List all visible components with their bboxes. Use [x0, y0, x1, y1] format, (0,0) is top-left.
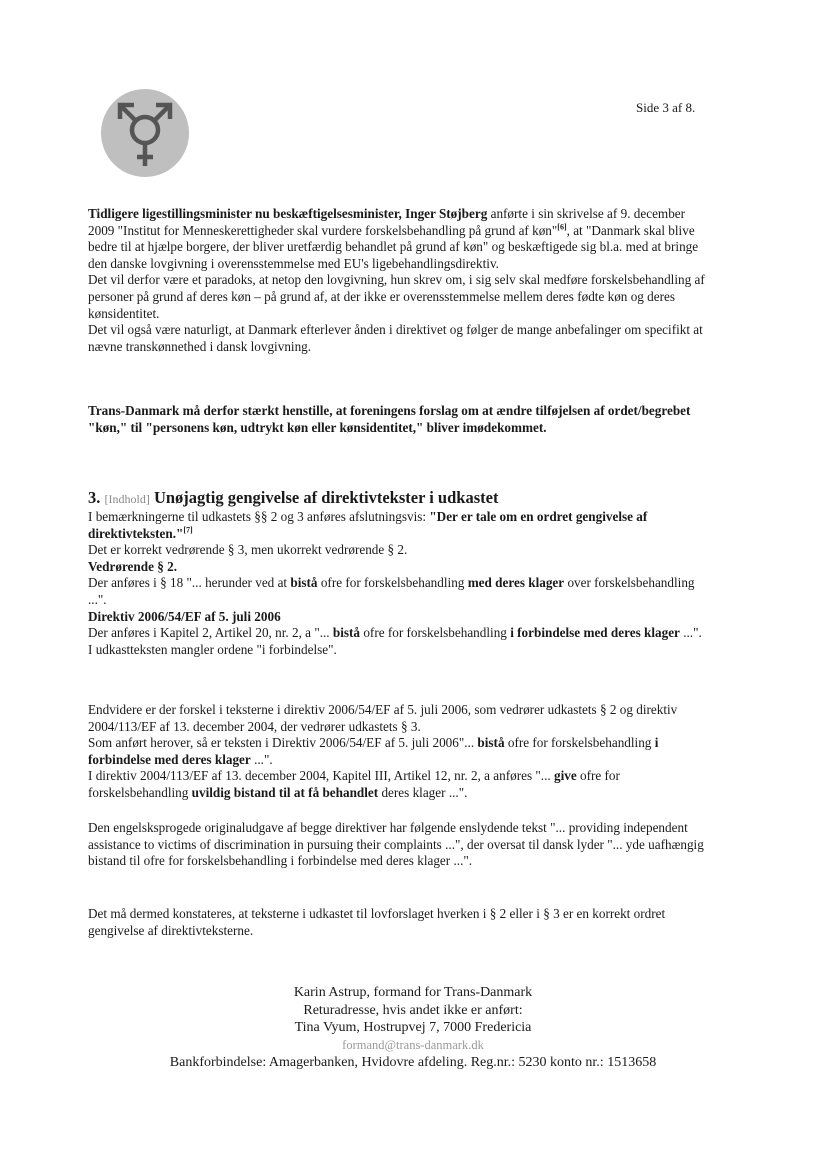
subheading-vedr-2: Vedrørende § 2. [88, 558, 178, 574]
footer-bank-info: Bankforbindelse: Amagerbanken, Hvidovre afdeling. Reg.nr.: 5230 konto nr.: 1513658 [169, 1055, 657, 1070]
section3-line-4: Der anføres i § 18 "... herunder ved at bistå ofre for forskelsbehandling med deres klager over forskelsbehandling ...". [88, 575, 695, 607]
section3-line-1: I bemærkningerne til udkastets §§ 2 og 3 anføres afslutningsvis: "Der er tale om en ordret gengivelse af direktivteksten."[7] [88, 509, 648, 541]
indhold-tag: [Indhold] [104, 492, 150, 506]
intro-paragraph-1: Tidligere ligestillingsminister nu beskæftigelsesminister, Inger Støjberg anførte i sin skrivelse af 9. december 2009 "Institut for Menneskerettigheder skal vurdere forskelsbehandling på grund af køn"[6], at "Danmark skal blive bedre til at hjælpe borgere, der bliver uretfærdig behandlet på grund af køn" og beskæftigede sig bl.a. med at bringe den danske lovgivning i overensstemmelse med EU's ligebehandlingsdirektiv. [88, 206, 699, 271]
section3-line-2: Det er korrekt vedrørende § 3, men ukorrekt vedrørende § 2. [88, 542, 408, 558]
section-3 [88, 488, 713, 658]
recommendation-paragraph: Trans-Danmark må derfor stærkt henstille, at foreningens forslag om at ændre tilføjelsen af ordet/begrebet "køn," til "personens køn, udtrykt køn eller kønsidentitet," bliver imødekommet. [88, 403, 691, 435]
footnote-ref-7: [7] [183, 525, 193, 535]
footer [88, 984, 738, 1072]
section3-paragraph-2: Endvidere er der forskel i teksterne i direktiv 2006/54/EF af 5. juli 2006, som vedrører udkastets § 2 og direktiv 2004/113/EF af 13. december 2004, der vedrører udkastets § 3. Som anført herover, så er teksten i Direktiv 2006/54/EF af 5. juli 2006"... bistå ofre for forskelsbehandling i forbindelse med deres klager ...". I direktiv 2004/113/EF af 13. december 2004, Kapitel III, Artikel 12, nr. 2, a anføres "... give ofre for forskelsbehandling uvildig bistand til at få behandlet deres klager ...". [88, 702, 678, 800]
subheading-directive-2006: Direktiv 2006/54/EF af 5. juli 2006 [88, 608, 281, 624]
intro-paragraph-2: Det vil derfor være et paradoks, at netop den lovgivning, hun skrev om, i sig selv skal medføre forskelsbehandling af personer på grund af deres køn – på grund af, at der ikke er overensstemmelse mellem deres fødte køn og deres kønsidentitet. [88, 272, 705, 321]
footnote-ref-6: [6] [557, 222, 567, 232]
section3-paragraph-3: Den engelsksprogede originaludgave af begge direktiver har følgende enslydende tekst "... providing independent assistance to victims of discrimination in pursuing their complaints ...", der oversat til dansk lyder "... yde uafhængig bistand til ofre for forskelsbehandling i forbindelse med deres klager ...". [88, 820, 704, 869]
section3-line-6: Der anføres i Kapitel 2, Artikel 20, nr. 2, a "... bistå ofre for forskelsbehandling i forbindelse med deres klager ...". [88, 625, 702, 641]
page-number: Side 3 af 8. [636, 100, 696, 115]
section3-line-7: I udkastteksten mangler ordene "i forbindelse". [88, 641, 337, 657]
footer-address: Tina Vyum, Hostrupvej 7, 7000 Fredericia [294, 1020, 532, 1035]
intro-paragraphs [88, 206, 713, 355]
footer-return-address-label: Returadresse, hvis andet ikke er anført: [303, 1002, 523, 1018]
section3-paragraph-4: Det må dermed konstateres, at teksterne i udkastet til lovforslaget hverken i § 2 eller i § 3 er en korrekt ordret gengivelse af direktivteksterne. [88, 906, 666, 938]
section-title: Unøjagtig gengivelse af direktivtekster i udkastet [153, 488, 499, 507]
transgender-symbol-logo [100, 88, 190, 178]
minister-name: Tidligere ligestillingsminister nu beskæftigelsesminister, Inger Støjberg [88, 206, 488, 221]
intro-paragraph-3: Det vil også være naturligt, at Danmark efterlever ånden i direktivet og følger de mange anbefalinger om specifikt at nævne transkønnethed i dansk lovgivning. [88, 322, 703, 354]
footer-email-link[interactable]: formand@trans-danmark.dk [342, 1037, 484, 1052]
footer-signature: Karin Astrup, formand for Trans-Danmark [293, 985, 533, 1000]
section-heading: 3. [Indhold] Unøjagtig gengivelse af direktivtekster i udkastet [88, 488, 499, 507]
